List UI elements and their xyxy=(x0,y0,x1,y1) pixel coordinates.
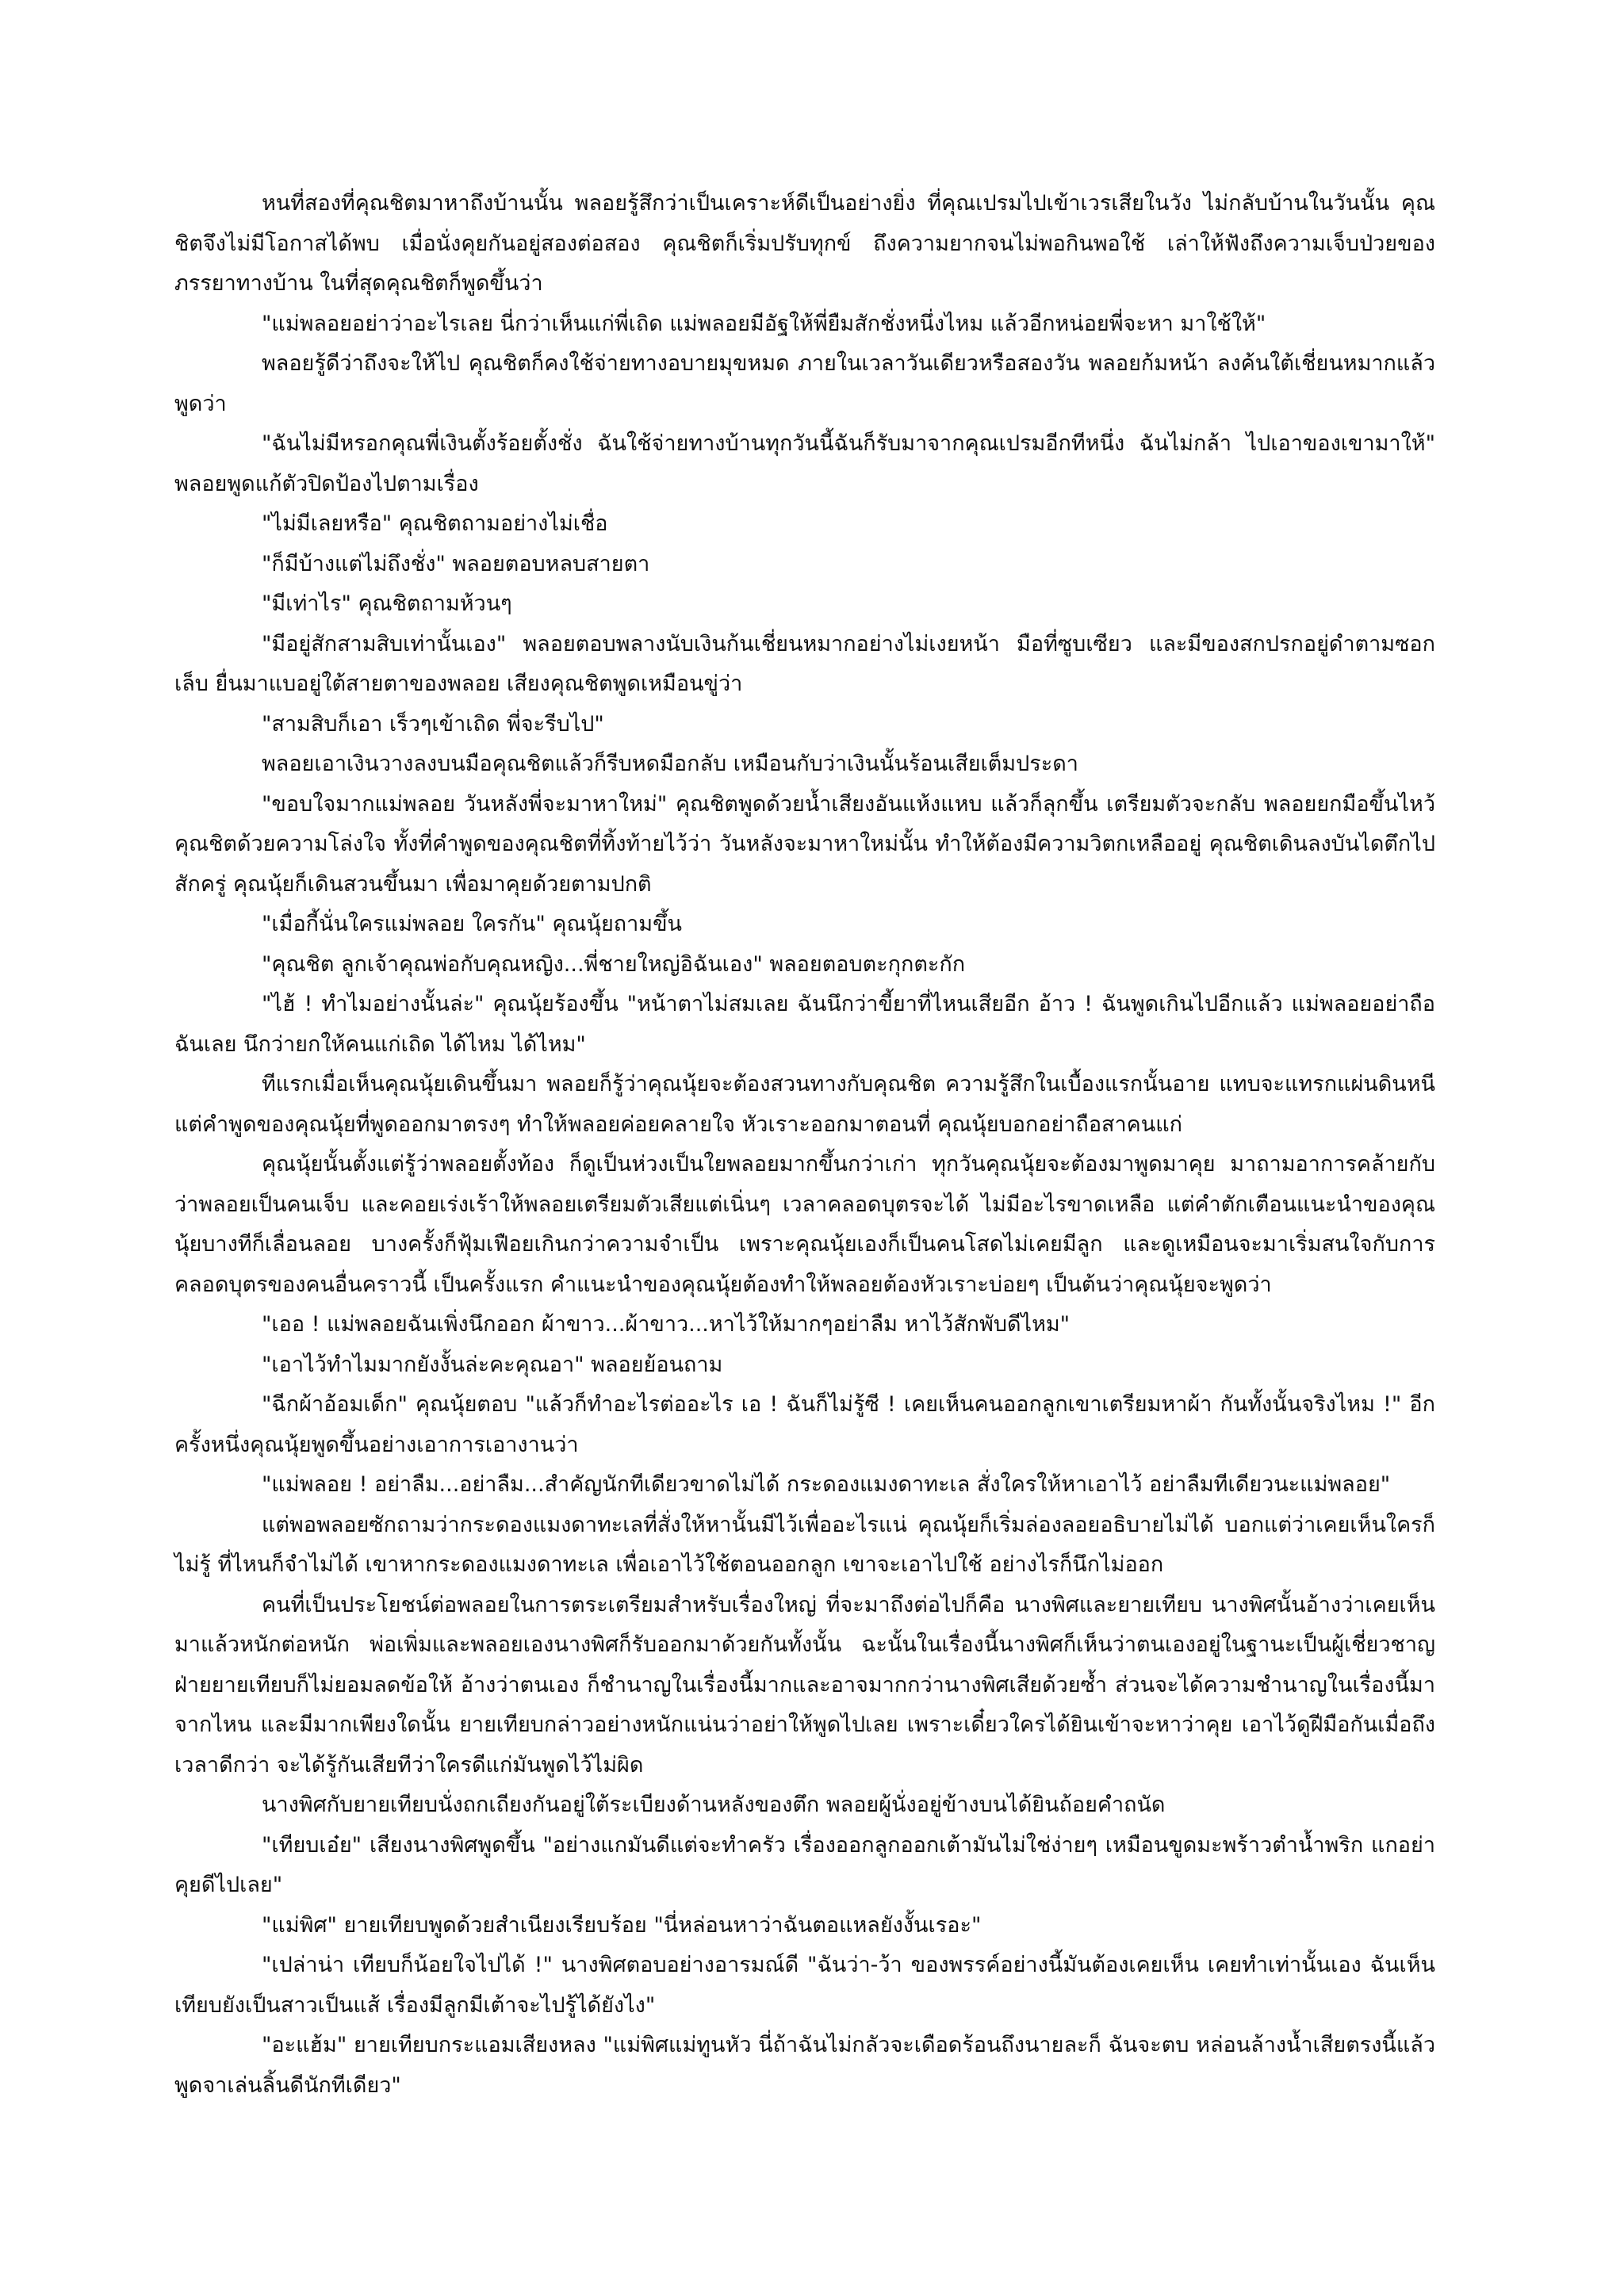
paragraph: "มีอยู่สักสามสิบเท่านั้นเอง" พลอยตอบพลางนับเงินก้นเชี่ยนหมากอย่างไม่เงยหน้า มือที่ซูบเซียว และมีของสกปรกอยู่ดำตามซอกเล็บ ยื่นมาแบอยู่ใต้สายตาของพลอย เสียงคุณชิตพูดเหมือนขู่ว่า xyxy=(174,631,1435,696)
paragraph: "ฉันไม่มีหรอกคุณพี่เงินตั้งร้อยตั้งชั่ง ฉันใช้จ่ายทางบ้านทุกวันนี้ฉันก็รับมาจากคุณเปรมอีกทีหนึ่ง ฉันไม่กล้า ไปเอาของเขามาให้" พลอยพูดแก้ตัวปิดป้องไปตามเรื่อง xyxy=(174,431,1435,496)
paragraph: "แม่พลอย ! อย่าลืม...อย่าลืม...สำคัญนักทีเดียวขาดไม่ได้ กระดองแมงดาทะเล สั่งใครให้หาเอาไว้ อย่าลืมทีเดียวนะแม่พลอย" xyxy=(262,1472,1391,1497)
paragraph: พลอยเอาเงินวางลงบนมือคุณชิตแล้วก็รีบหดมือกลับ เหมือนกับว่าเงินนั้นร้อนเสียเต็มประดา xyxy=(262,752,1078,776)
paragraph: "ไม่มีเลยหรือ" คุณชิตถามอย่างไม่เชื่อ xyxy=(262,511,608,536)
paragraph: "แม่พิศ" ยายเทียบพูดด้วยสำเนียงเรียบร้อย "นี่หล่อนหาว่าฉันตอแหลยังงั้นเรอะ" xyxy=(262,1912,982,1938)
paragraph: "เอาไว้ทำไมมากยังงั้นล่ะคะคุณอา" พลอยย้อนถาม xyxy=(262,1352,723,1377)
paragraph: "สามสิบก็เอา เร็วๆเข้าเถิด พี่จะรีบไป" xyxy=(262,711,604,737)
paragraph: "ฉีกผ้าอ้อมเด็ก" คุณนุ้ยตอบ "แล้วก็ทำอะไรต่ออะไร เอ ! ฉันก็ไม่รู้ซี ! เคยเห็นคนออกลูกเขาเตรียมหาผ้า กันทั้งนั้นจริงไหม !" อีกครั้งหนึ่งคุณนุ้ยพูดขึ้นอย่างเอาการเอางานว่า xyxy=(174,1392,1435,1457)
paragraph: "คุณชิต ลูกเจ้าคุณพ่อกับคุณหญิง...พี่ชายใหญ่อิฉันเอง" พลอยตอบตะกุกตะกัก xyxy=(262,951,966,977)
paragraph: ทีแรกเมื่อเห็นคุณนุ้ยเดินขึ้นมา พลอยก็รู้ว่าคุณนุ้ยจะต้องสวนทางกับคุณชิต ความรู้สึกในเบื้องแรกนั้นอาย แทบจะแทรกแผ่นดินหนี แต่คำพูดของคุณนุ้ยที่พูดออกมาตรงๆ ทำให้พลอยค่อยคลายใจ หัวเราะออกมาตอนที่ คุณนุ้ยบอกอย่าถือสาคนแก่ xyxy=(174,1072,1435,1137)
paragraph: "เปล่าน่า เทียบก็น้อยใจไปได้ !" นางพิศตอบอย่างอารมณ์ดี "ฉันว่า-ว้า ของพรรค์อย่างนี้มันต้องเคยเห็น เคยทำเท่านั้นเอง ฉันเห็นเทียบยังเป็นสาวเป็นแส้ เรื่องมีลูกมีเต้าจะไปรู้ได้ยังไง" xyxy=(174,1953,1435,2018)
paragraph: "เทียบเอ๋ย" เสียงนางพิศพูดขึ้น "อย่างแกมันดีแต่จะทำครัว เรื่องออกลูกออกเต้ามันไม่ใช่ง่ายๆ เหมือนขูดมะพร้าวตำน้ำพริก แกอย่าคุยดีไปเลย" xyxy=(174,1832,1435,1897)
paragraph: "อะแฮ้ม" ยายเทียบกระแอมเสียงหลง "แม่พิศแม่ทูนหัว นี่ถ้าฉันไม่กลัวจะเดือดร้อนถึงนายละก็ ฉันจะตบ หล่อนล้างน้ำเสียตรงนี้แล้ว พูดจาเล่นลิ้นดีนักทีเดียว" xyxy=(174,2033,1435,2098)
paragraph: นางพิศกับยายเทียบนั่งถกเถียงกันอยู่ใต้ระเบียงด้านหลังของตึก พลอยผู้นั่งอยู่ข้างบนได้ยินถ้อยคำถนัด xyxy=(262,1793,1166,1817)
paragraph: "ก็มีบ้างแต่ไม่ถึงชั่ง" พลอยตอบหลบสายตา xyxy=(262,551,650,576)
paragraph: พลอยรู้ดีว่าถึงจะให้ไป คุณชิตก็คงใช้จ่ายทางอบายมุขหมด ภายในเวลาวันเดียวหรือสองวัน พลอยก้มหน้า ลงค้นใต้เชี่ยนหมากแล้วพูดว่า xyxy=(174,351,1435,416)
paragraph: คนที่เป็นประโยชน์ต่อพลอยในการตระเตรียมสำหรับเรื่องใหญ่ ที่จะมาถึงต่อไปก็คือ นางพิศและยายเทียบ นางพิศนั้นอ้างว่าเคยเห็นมาแล้วหนักต่อหนัก พ่อเพิ่มและพลอยเองนางพิศก็รับออกมาด้วยกันทั้งนั้น ฉะนั้นในเรื่องนี้นางพิศก็เห็นว่าตนเองอยู่ในฐานะเป็นผู้เชี่ยวชาญ ฝ่ายยายเทียบก็ไม่ยอมลดข้อให้ อ้างว่าตนเอง ก็ชำนาญในเรื่องนี้มากและอาจมากกว่านางพิศเสียด้วยซ้ำ ส่วนจะได้ความชำนาญในเรื่องนี้มาจากไหน และมีมากเพียงใดนั้น ยายเทียบกล่าวอย่างหนักแน่นว่าอย่าให้พูดไปเลย เพราะเดี๋ยวใครได้ยินเข้าจะหาว่าคุย เอาไว้ดูฝีมือกันเมื่อถึงเวลาดีกว่า จะได้รู้กันเสียทีว่าใครดีแก่มันพูดไว้ไม่ผิด xyxy=(174,1592,1435,1777)
paragraph: "เออ ! แม่พลอยฉันเพิ่งนึกออก ผ้าขาว...ผ้าขาว...หาไว้ให้มากๆอย่าลืม หาไว้สักพับดีไหม" xyxy=(262,1312,1071,1337)
paragraph: หนที่สองที่คุณชิตมาหาถึงบ้านนั้น พลอยรู้สึกว่าเป็นเคราะห์ดีเป็นอย่างยิ่ง ที่คุณเปรมไปเข้าเวรเสียในวัง ไม่กลับบ้านในวันนั้น คุณชิตจึงไม่มีโอกาสได้พบ เมื่อนั่งคุยกันอยู่สองต่อสอง คุณชิตก็เริ่มปรับทุกข์ ถึงความยากจนไม่พอกินพอใช้ เล่าให้ฟังถึงความเจ็บป่วยของภรรยาทางบ้าน ในที่สุดคุณชิตก็พูดขึ้นว่า xyxy=(174,191,1435,296)
paragraph: "ขอบใจมากแม่พลอย วันหลังพี่จะมาหาใหม่" คุณชิตพูดด้วยน้ำเสียงอันแห้งแหบ แล้วก็ลุกขึ้น เตรียมตัวจะกลับ พลอยยกมือขึ้นไหว้คุณชิตด้วยความโล่งใจ ทั้งที่คำพูดของคุณชิตที่ทิ้งท้ายไว้ว่า วันหลังจะมาหาใหม่นั้น ทำให้ต้องมีความวิตกเหลืออยู่ คุณชิตเดินลงบันไดตึกไปสักครู่ คุณนุ้ยก็เดินสวนขึ้นมา เพื่อมาคุยด้วยตามปกติ xyxy=(174,791,1435,897)
paragraph: "มีเท่าไร" คุณชิตถามห้วนๆ xyxy=(262,591,512,616)
paragraph: "แม่พลอยอย่าว่าอะไรเลย นี่กว่าเห็นแก่พี่เถิด แม่พลอยมีอัฐให้พี่ยืมสักชั่งหนึ่งไหม แล้วอีกหน่อยพี่จะหา มาใช้ให้" xyxy=(262,311,1266,336)
paragraph: แต่พอพลอยซักถามว่ากระดองแมงดาทะเลที่สั่งให้หานั้นมีไว้เพื่ออะไรแน่ คุณนุ้ยก็เริ่มล่องลอยอธิบายไม่ได้ บอกแต่ว่าเคยเห็นใครก็ไม่รู้ ที่ไหนก็จำไม่ได้ เขาหากระดองแมงดาทะเล เพื่อเอาไว้ใช้ตอนออกลูก เขาจะเอาไปใช้ อย่างไรก็นึกไม่ออก xyxy=(174,1512,1435,1577)
paragraph: คุณนุ้ยนั้นตั้งแต่รู้ว่าพลอยตั้งท้อง ก็ดูเป็นห่วงเป็นใยพลอยมากขึ้นกว่าเก่า ทุกวันคุณนุ้ยจะต้องมาพูดมาคุย มาถามอาการคล้ายกับว่าพลอยเป็นคนเจ็บ และคอยเร่งเร้าให้พลอยเตรียมตัวเสียแต่เนิ่นๆ เวลาคลอดบุตรจะได้ ไม่มีอะไรขาดเหลือ แต่คำตักเตือนแนะนำของคุณนุ้ยบางทีก็เลื่อนลอย บางครั้งก็ฟุ้มเฟือยเกินกว่าความจำเป็น เพราะคุณนุ้ยเองก็เป็นคนโสดไม่เคยมีลูก และดูเหมือนจะมาเริ่มสนใจกับการคลอดบุตรของคนอื่นคราวนี้ เป็นครั้งแรก คำแนะนำของคุณนุ้ยต้องทำให้พลอยต้องหัวเราะบ่อยๆ เป็นต้นว่าคุณนุ้ยจะพูดว่า xyxy=(174,1152,1435,1297)
paragraph: "ไฮ้ ! ทำไมอย่างนั้นล่ะ" คุณนุ้ยร้องขึ้น "หน้าตาไม่สมเลย ฉันนึกว่าขี้ยาที่ไหนเสียอีก อ้าว ! ฉันพูดเกินไปอีกแล้ว แม่พลอยอย่าถือฉันเลย นึกว่ายกให้คนแก่เถิด ได้ไหม ได้ไหม" xyxy=(174,992,1435,1057)
paragraph: "เมื่อกี้นั่นใครแม่พลอย ใครกัน" คุณนุ้ยถามขึ้น xyxy=(262,912,682,936)
novel-text-body xyxy=(174,184,1435,2106)
